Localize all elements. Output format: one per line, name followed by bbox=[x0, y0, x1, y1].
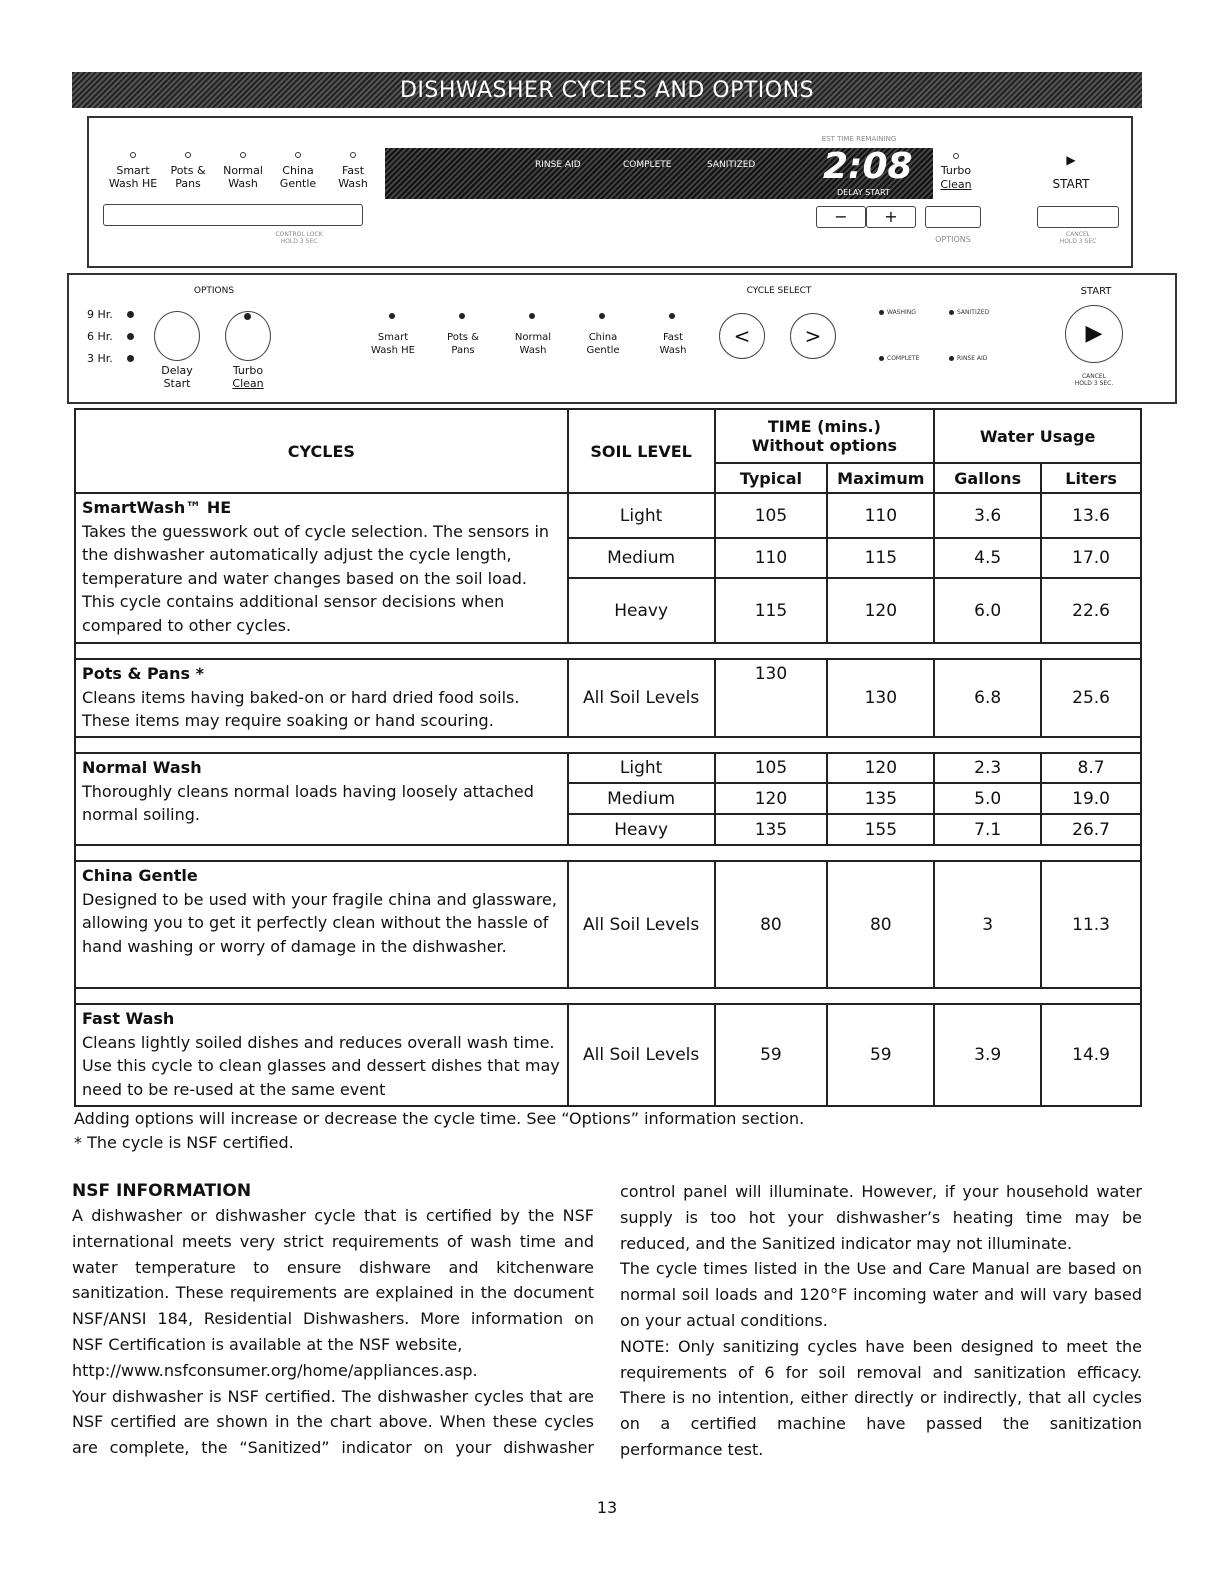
soil-level-cell: Medium bbox=[568, 538, 715, 578]
cancel-label: CANCEL HOLD 3 SEC. bbox=[1074, 373, 1114, 387]
nsf-paragraph-2: Your dishwasher is NSF certified. The dishwasher cycles that are NSF certified are shown in the chart above. When these cycles are complete, the “Sanitized” indicator on your dishwasher control panel will illuminate. However, if your household water supply is too hot your dishwasher’s heating time may be reduced, and the Sanitized indicator may not illuminate. bbox=[72, 1182, 1142, 1458]
control-lock-label: CONTROL LOCK HOLD 3 SEC bbox=[275, 231, 323, 245]
est-time-label: EST TIME REMAINING bbox=[821, 135, 897, 143]
cycle-led bbox=[599, 313, 605, 319]
time-display: 2:08 bbox=[823, 146, 913, 187]
liters-cell: 14.9 bbox=[1041, 1004, 1141, 1106]
cycle-label: Pots & Pans bbox=[170, 164, 206, 190]
cycle-led bbox=[529, 313, 535, 319]
maximum-time-cell: 155 bbox=[827, 814, 934, 845]
gallons-cell: 3 bbox=[934, 861, 1041, 988]
gallons-cell: 3.9 bbox=[934, 1004, 1041, 1106]
cycle-description-cell bbox=[75, 659, 568, 737]
nsf-url[interactable]: http://www.nsfconsumer.org/home/appliances.asp. bbox=[72, 1360, 478, 1380]
maximum-time-cell: 135 bbox=[827, 783, 934, 814]
nsf-paragraph-1: A dishwasher or dishwasher cycle that is certified by the NSF international meets very strict requirements of wash time and water temperature to ensure dishware and kitchenware sanitization. These requirements are explained in the document NSF/ANSI 184, Residential Dishwashers. More information on NSF Certification is available at the NSF website, bbox=[72, 1206, 594, 1354]
turbo-clean-button[interactable] bbox=[225, 311, 271, 361]
delay-start-button[interactable] bbox=[154, 311, 200, 361]
cycle-led bbox=[669, 313, 675, 319]
cancel-label: CANCEL HOLD 3 SEC bbox=[1059, 231, 1097, 245]
cycle-label[interactable]: Normal Wash bbox=[514, 332, 552, 356]
typical-time-cell: 135 bbox=[715, 814, 828, 845]
table-row bbox=[75, 1004, 1141, 1106]
rinse-aid-led bbox=[949, 356, 954, 361]
spacer-row bbox=[75, 845, 1141, 861]
maximum-time-cell: 120 bbox=[827, 753, 934, 783]
cycle-label[interactable]: Pots & Pans bbox=[447, 332, 479, 356]
cycle-label: China Gentle bbox=[279, 164, 317, 190]
gallons-cell: 2.3 bbox=[934, 753, 1041, 783]
header-time-label: TIME (mins.) bbox=[767, 417, 881, 436]
sanitized-indicator: SANITIZED bbox=[707, 160, 756, 170]
gallons-cell: 4.5 bbox=[934, 538, 1041, 578]
cycle-led bbox=[389, 313, 395, 319]
cycle-description-cell bbox=[75, 861, 568, 988]
cycle-led bbox=[240, 152, 246, 158]
hour-3-led bbox=[127, 355, 134, 362]
options-label: OPTIONS bbox=[935, 235, 971, 244]
hour-3-label: 3 Hr. bbox=[87, 352, 113, 365]
clean-label: Clean bbox=[940, 178, 972, 191]
washing-led bbox=[879, 310, 884, 315]
maximum-time-cell: 59 bbox=[827, 1004, 934, 1106]
washing-label: WASHING bbox=[887, 309, 916, 316]
cycle-description: Cleans lightly soiled dishes and reduces overall wash time. Use this cycle to clean glasses and dessert dishes that may need to be re-used at the same event bbox=[82, 1032, 560, 1099]
play-icon: ▶ bbox=[1066, 153, 1076, 167]
cycle-label: Normal Wash bbox=[223, 164, 263, 190]
hour-6-label: 6 Hr. bbox=[87, 330, 113, 343]
soil-level-cell: Heavy bbox=[568, 578, 715, 643]
nsf-footnote: * The cycle is NSF certified. bbox=[74, 1133, 294, 1152]
cycle-led bbox=[295, 152, 301, 158]
liters-cell: 8.7 bbox=[1041, 753, 1141, 783]
cycle-description: Cleans items having baked-on or hard dried food soils. These items may require soaking or hand scouring. bbox=[82, 687, 520, 730]
clean-label: Clean bbox=[232, 377, 264, 390]
nsf-paragraph-4: NOTE: Only sanitizing cycles have been designed to meet the requirements of 6 for soil removal and sanitization efficacy. There is no intention, either directly or indirectly, that all cycles on a certified machine have passed the sanitization performance test. bbox=[620, 1336, 1142, 1459]
header-gallons: Gallons bbox=[934, 463, 1041, 493]
gallons-cell: 3.6 bbox=[934, 493, 1041, 538]
hour-9-label: 9 Hr. bbox=[87, 308, 113, 321]
table-notes bbox=[74, 1107, 1142, 1155]
header-liters: Liters bbox=[1041, 463, 1141, 493]
cycle-led bbox=[130, 152, 136, 158]
liters-cell: 11.3 bbox=[1041, 861, 1141, 988]
control-panel-bottom bbox=[67, 273, 1177, 404]
cycles-table bbox=[74, 408, 1142, 1107]
header-without-options: Without options bbox=[751, 436, 898, 455]
cycle-label: Fast Wash bbox=[338, 164, 368, 190]
soil-level-cell: All Soil Levels bbox=[568, 861, 715, 988]
cycle-name: Pots & Pans * bbox=[82, 664, 204, 683]
maximum-time-cell: 130 bbox=[827, 659, 934, 737]
start-button[interactable] bbox=[1037, 206, 1119, 228]
typical-time-cell: 105 bbox=[715, 753, 828, 783]
maximum-time-cell: 115 bbox=[827, 538, 934, 578]
gallons-cell: 7.1 bbox=[934, 814, 1041, 845]
soil-level-cell: Heavy bbox=[568, 814, 715, 845]
gallons-cell: 6.8 bbox=[934, 659, 1041, 737]
plus-button[interactable]: + bbox=[866, 206, 916, 228]
options-note: Adding options will increase or decrease the cycle time. See “Options” information section. bbox=[74, 1109, 805, 1128]
start-label: START bbox=[1052, 177, 1090, 191]
cycle-led bbox=[459, 313, 465, 319]
cycle-description: Designed to be used with your fragile china and glassware, allowing you to get it perfectly clean without the hassle of hand washing or worry of damage in the dishwasher. bbox=[82, 889, 557, 956]
spacer-row bbox=[75, 643, 1141, 659]
cycle-led bbox=[185, 152, 191, 158]
typical-time-cell: 130 bbox=[715, 659, 828, 737]
gallons-cell: 5.0 bbox=[934, 783, 1041, 814]
maximum-time-cell: 120 bbox=[827, 578, 934, 643]
typical-time-cell: 120 bbox=[715, 783, 828, 814]
maximum-time-cell: 80 bbox=[827, 861, 934, 988]
rinse-aid-indicator: RINSE AID bbox=[535, 160, 581, 170]
typical-time-cell: 80 bbox=[715, 861, 828, 988]
maximum-time-cell: 110 bbox=[827, 493, 934, 538]
start-button[interactable]: ▶ bbox=[1065, 305, 1123, 363]
turbo-label: Turbo bbox=[232, 364, 264, 377]
hour-9-led bbox=[127, 311, 134, 318]
cycle-label[interactable]: Smart Wash HE bbox=[371, 332, 415, 356]
header-soil-level: SOIL LEVEL bbox=[568, 409, 715, 493]
turbo-clean-button[interactable] bbox=[925, 206, 981, 228]
liters-cell: 17.0 bbox=[1041, 538, 1141, 578]
cycle-led bbox=[350, 152, 356, 158]
header-time bbox=[715, 409, 935, 463]
cycle-name: Fast Wash bbox=[82, 1009, 175, 1028]
liters-cell: 25.6 bbox=[1041, 659, 1141, 737]
header-cycles: CYCLES bbox=[75, 409, 568, 493]
soil-level-cell: All Soil Levels bbox=[568, 659, 715, 737]
cycle-next-button[interactable]: > bbox=[790, 313, 836, 359]
complete-label: COMPLETE bbox=[887, 355, 920, 362]
liters-cell: 26.7 bbox=[1041, 814, 1141, 845]
header-maximum: Maximum bbox=[827, 463, 934, 493]
page-title: DISHWASHER CYCLES AND OPTIONS bbox=[72, 72, 1142, 108]
soil-level-cell: Medium bbox=[568, 783, 715, 814]
cycle-select-label: CYCLE SELECT bbox=[746, 286, 812, 296]
complete-indicator: COMPLETE bbox=[623, 160, 672, 170]
header-typical: Typical bbox=[715, 463, 828, 493]
soil-level-cell: All Soil Levels bbox=[568, 1004, 715, 1106]
start-heading: START bbox=[1080, 286, 1112, 297]
options-heading: OPTIONS bbox=[193, 286, 235, 296]
sanitized-led bbox=[949, 310, 954, 315]
soil-level-cell: Light bbox=[568, 493, 715, 538]
control-panel-top bbox=[87, 116, 1133, 268]
typical-time-cell: 59 bbox=[715, 1004, 828, 1106]
nsf-heading: NSF INFORMATION bbox=[72, 1181, 252, 1201]
cycle-description: Thoroughly cleans normal loads having loosely attached normal soiling. bbox=[82, 781, 534, 824]
cycle-label[interactable]: Fast Wash bbox=[659, 332, 687, 356]
delay-start-label: Delay Start bbox=[161, 364, 193, 390]
spacer-row bbox=[75, 737, 1141, 753]
header-water-usage: Water Usage bbox=[934, 409, 1141, 463]
display-screen bbox=[385, 148, 933, 199]
cycle-buttons[interactable] bbox=[103, 204, 363, 226]
liters-cell: 19.0 bbox=[1041, 783, 1141, 814]
turbo-label: Turbo bbox=[940, 164, 972, 177]
cycle-description-cell bbox=[75, 493, 568, 643]
liters-cell: 22.6 bbox=[1041, 578, 1141, 643]
cycle-prev-button[interactable]: < bbox=[719, 313, 765, 359]
cycle-label[interactable]: China Gentle bbox=[586, 332, 620, 356]
hour-6-led bbox=[127, 333, 134, 340]
cycle-name: SmartWash™ HE bbox=[82, 498, 232, 517]
typical-time-cell: 110 bbox=[715, 538, 828, 578]
liters-cell: 13.6 bbox=[1041, 493, 1141, 538]
cycle-name: China Gentle bbox=[82, 866, 198, 885]
table-row bbox=[75, 861, 1141, 988]
spacer-row bbox=[75, 988, 1141, 1004]
typical-time-cell: 115 bbox=[715, 578, 828, 643]
nsf-information bbox=[72, 1179, 1142, 1494]
table-row bbox=[75, 659, 1141, 737]
minus-button[interactable]: − bbox=[816, 206, 866, 228]
cycle-label: Smart Wash HE bbox=[108, 164, 158, 190]
cycle-description: Takes the guesswork out of cycle selection. The sensors in the dishwasher automatically adjust the cycle length, temperature and water changes based on the soil load. This cycle contains additional sensor decisions when compared to other cycles. bbox=[82, 521, 550, 635]
gallons-cell: 6.0 bbox=[934, 578, 1041, 643]
cycle-name: Normal Wash bbox=[82, 758, 202, 777]
complete-led bbox=[879, 356, 884, 361]
main-content bbox=[72, 408, 1142, 1518]
cycle-description-cell bbox=[75, 753, 568, 845]
nsf-paragraph-3: The cycle times listed in the Use and Care Manual are based on normal soil loads and 120°F incoming water and will vary based on your actual conditions. bbox=[620, 1259, 1142, 1330]
rinse-aid-label: RINSE AID bbox=[957, 355, 988, 362]
soil-level-cell: Light bbox=[568, 753, 715, 783]
table-row bbox=[75, 493, 1141, 538]
typical-time-cell: 105 bbox=[715, 493, 828, 538]
page-number: 13 bbox=[596, 1498, 618, 1517]
delay-start-label: DELAY START bbox=[837, 188, 890, 197]
table-row bbox=[75, 753, 1141, 783]
turbo-led bbox=[953, 153, 959, 159]
cycle-description-cell bbox=[75, 1004, 568, 1106]
sanitized-label: SANITIZED bbox=[957, 309, 990, 316]
